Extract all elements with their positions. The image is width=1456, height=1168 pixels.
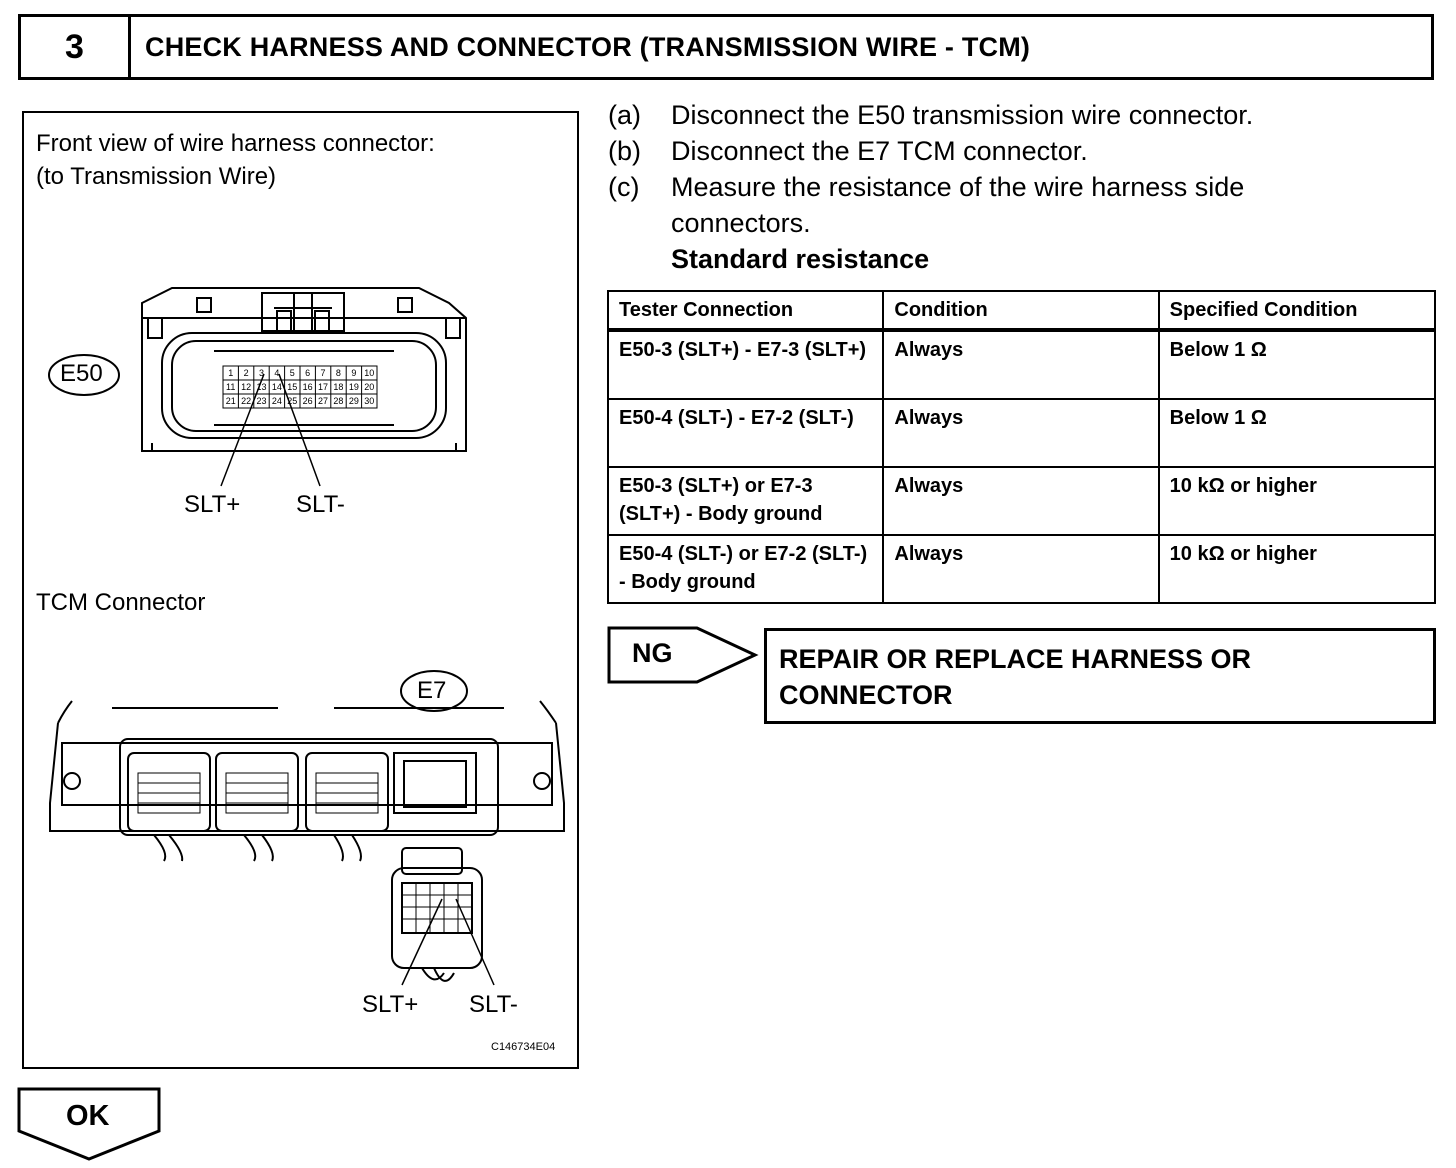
tcm-socket-pins — [138, 773, 378, 813]
e50-pin: 12 — [241, 382, 252, 392]
cell-condition: Always — [883, 467, 1158, 535]
e50-pin: 7 — [320, 368, 326, 378]
e50-slt-minus-label: SLT- — [296, 491, 345, 518]
connector-figure — [22, 111, 579, 1069]
e50-pin: 23 — [256, 396, 267, 406]
e50-pin: 4 — [274, 368, 280, 378]
step-text: Measure the resistance of the wire harness side — [671, 172, 1245, 202]
step-number: 3 — [21, 17, 131, 77]
cell-condition: Always — [883, 535, 1158, 603]
ng-arrow-icon — [607, 626, 759, 686]
step-text-continued: connectors. — [671, 208, 811, 238]
e7-plug-shape — [392, 848, 482, 981]
ng-label: NG — [632, 638, 673, 668]
ng-action-line2: CONNECTOR — [779, 680, 953, 710]
resistance-table — [607, 290, 1436, 604]
ng-action-line1: REPAIR OR REPLACE HARNESS OR — [779, 644, 1252, 674]
step-letter: (b) — [608, 136, 641, 166]
step-letter: (c) — [608, 172, 640, 202]
step-text: Disconnect the E7 TCM connector. — [671, 136, 1088, 166]
table-row — [608, 467, 1435, 535]
cell-connection: E50-4 (SLT-) - E7-2 (SLT-) — [608, 399, 883, 467]
e50-slt-plus-label: SLT+ — [184, 491, 241, 518]
cell-specified: Below 1 Ω — [1159, 399, 1435, 467]
figure-caption-line1: Front view of wire harness connector: — [36, 130, 435, 157]
step-letter: (a) — [608, 100, 641, 130]
e50-pin: 27 — [318, 396, 329, 406]
e50-connector-label: E50 — [60, 360, 103, 387]
table-row — [608, 330, 1435, 399]
e50-pin: 3 — [258, 368, 264, 378]
e50-pin: 10 — [364, 368, 375, 378]
e50-pin: 17 — [318, 382, 329, 392]
e50-pin: 30 — [364, 396, 375, 406]
tcm-connector-caption: TCM Connector — [36, 589, 206, 616]
table-header-row — [608, 291, 1435, 330]
step-header — [18, 14, 1434, 80]
e50-pin: 5 — [289, 368, 295, 378]
e7-slt-plus-label: SLT+ — [362, 991, 419, 1018]
e50-pin: 21 — [225, 396, 236, 406]
step-b — [608, 133, 1428, 169]
tcm-body-shape — [50, 701, 564, 861]
e50-pin: 6 — [305, 368, 311, 378]
cell-connection: E50-3 (SLT+) - E7-3 (SLT+) — [608, 330, 883, 399]
e50-pin-row — [223, 366, 377, 380]
e50-pin: 16 — [302, 382, 313, 392]
e50-pin: 9 — [351, 368, 357, 378]
step-text: Disconnect the E50 transmission wire connector. — [671, 100, 1254, 130]
e50-pin: 19 — [348, 382, 359, 392]
cell-condition: Always — [883, 399, 1158, 467]
cell-connection: E50-4 (SLT-) or E7-2 (SLT-) - Body ground — [608, 535, 883, 603]
e50-pin: 28 — [333, 396, 344, 406]
ok-label: OK — [66, 1100, 110, 1132]
standard-resistance-heading: Standard resistance — [671, 244, 930, 274]
table-row — [608, 535, 1435, 603]
e50-pin: 13 — [256, 382, 267, 392]
e50-pin: 18 — [333, 382, 344, 392]
step-a — [608, 97, 1428, 133]
ng-action-box — [764, 628, 1436, 724]
cell-connection: E50-3 (SLT+) or E7-3 (SLT+) - Body ground — [608, 467, 883, 535]
e50-pin: 15 — [287, 382, 298, 392]
step-title: CHECK HARNESS AND CONNECTOR (TRANSMISSION WIRE - TCM) — [145, 31, 1031, 62]
e7-connector-label: E7 — [417, 677, 447, 704]
col-header-tester-connection: Tester Connection — [608, 291, 883, 330]
e50-pin: 1 — [228, 368, 234, 378]
e50-pin: 20 — [364, 382, 375, 392]
e50-pin: 29 — [348, 396, 359, 406]
step-c — [608, 169, 1428, 241]
e50-pin: 8 — [335, 368, 341, 378]
procedure-steps — [608, 97, 1428, 277]
e50-pin-numbers — [223, 366, 377, 408]
e50-pin: 26 — [302, 396, 313, 406]
e50-pin: 2 — [243, 368, 249, 378]
col-header-condition: Condition — [883, 291, 1158, 330]
e50-pin: 24 — [271, 396, 282, 406]
e50-pin: 11 — [226, 382, 236, 392]
figure-code: C146734E04 — [491, 1041, 556, 1053]
e50-pin: 22 — [241, 396, 252, 406]
table-row — [608, 399, 1435, 467]
cell-specified: Below 1 Ω — [1159, 330, 1435, 399]
col-header-specified-condition: Specified Condition — [1159, 291, 1435, 330]
e50-pin: 14 — [271, 382, 282, 392]
cell-specified: 10 kΩ or higher — [1159, 467, 1435, 535]
e50-pin: 25 — [287, 396, 298, 406]
e50-pin-row — [223, 380, 377, 394]
figure-caption-line2: (to Transmission Wire) — [36, 163, 277, 190]
e7-slt-minus-label: SLT- — [469, 991, 518, 1018]
cell-specified: 10 kΩ or higher — [1159, 535, 1435, 603]
cell-condition: Always — [883, 330, 1158, 399]
e50-pin-row — [223, 394, 377, 408]
